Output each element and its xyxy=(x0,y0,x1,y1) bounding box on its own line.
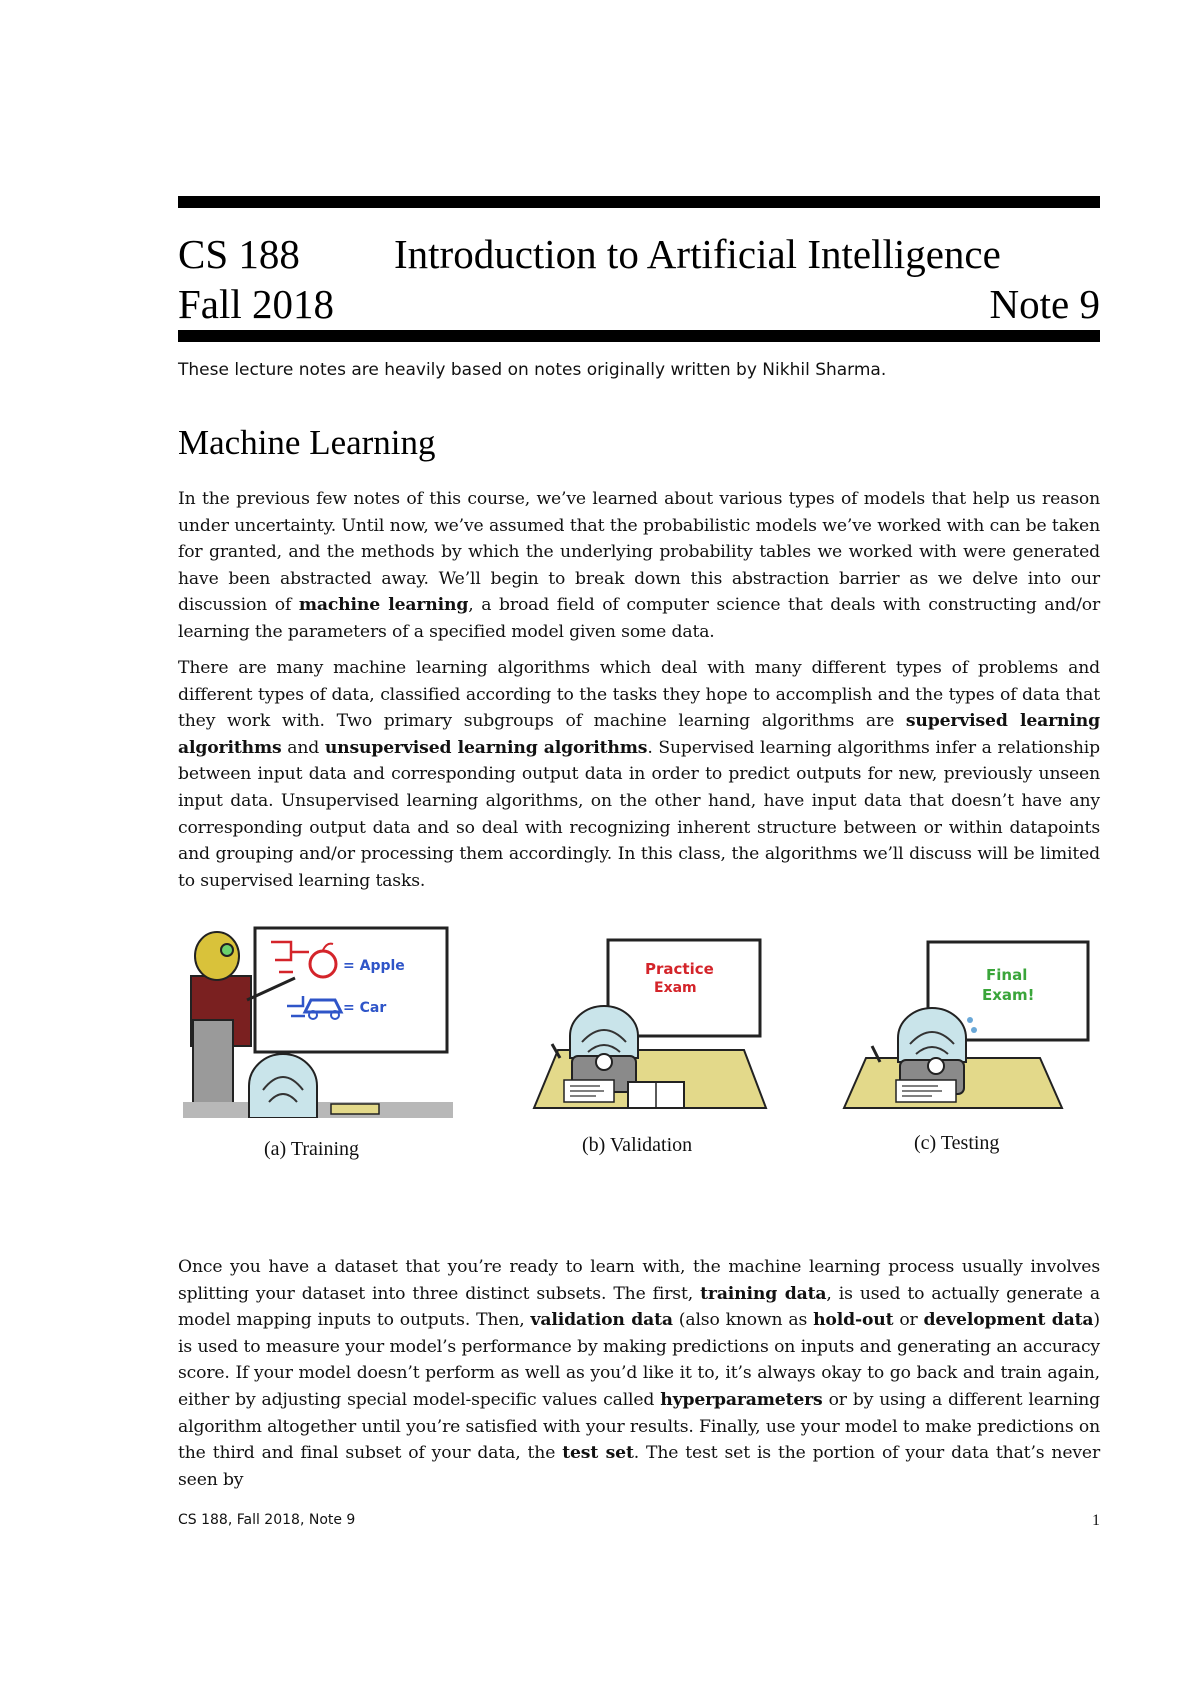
text-run: or by using a different learning algorithm altogether until you’re satisfied with your results. Finally, use your model to make predictions on the third and final subset of your data, the xyxy=(178,1389,1100,1464)
term-training-data: training data xyxy=(700,1283,827,1304)
label-exam: Exam xyxy=(654,980,697,996)
teacher-robot-eye xyxy=(221,944,233,956)
text-run: There are many machine learning algorithms which deal with many different types of problems and different types of data, classified according to the tasks they hope to accomplish and the types of data that they work with. Two primary subgroups of machine learning algorithms are xyxy=(178,658,1100,732)
section-title: Machine Learning xyxy=(178,423,436,462)
figure-training xyxy=(183,920,453,1118)
label-final-exam: Exam! xyxy=(982,986,1035,1004)
student-robot-dome xyxy=(570,1006,638,1058)
term-validation-data: validation data xyxy=(530,1310,673,1331)
student-robot-dome xyxy=(249,1054,317,1118)
note-number: Note 9 xyxy=(989,281,1100,327)
figure-validation xyxy=(530,938,770,1114)
text-run: and xyxy=(281,737,325,758)
header-rule-bottom xyxy=(178,330,1100,342)
term-development-data: development data xyxy=(923,1310,1094,1331)
caption-training: (a) Training xyxy=(264,1138,359,1160)
caption-testing: (c) Testing xyxy=(914,1132,1000,1154)
text-run: In the previous few notes of this course, we’ve learned about various types of models that help us reason under uncertainty. Until now, we’ve assumed that the probabilistic models we’ve worked with can be taken for granted, and the methods by which the underlying probability tables we worked with were generated have been abstracted away. We’ll begin to break down this abstraction barrier as we delve into our discussion of xyxy=(178,489,1100,616)
sweat-drop xyxy=(971,1027,977,1033)
course-code: CS 188 xyxy=(178,231,300,277)
student-robot-eye xyxy=(928,1058,944,1074)
label-car: = Car xyxy=(343,1000,387,1016)
credit-line: These lecture notes are heavily based on notes originally written by Nikhil Sharma. xyxy=(178,360,887,380)
student-desk xyxy=(331,1104,379,1114)
text-run: . The test set is the portion of your data that’s never seen by xyxy=(178,1443,1101,1490)
student-robot-eye xyxy=(596,1054,612,1070)
whiteboard xyxy=(255,928,447,1052)
term-hyperparameters: hyperparameters xyxy=(660,1389,823,1410)
page-number: 1 xyxy=(1092,1512,1100,1529)
paragraph-intro xyxy=(178,486,1100,646)
course-term: Fall 2018 xyxy=(178,281,335,327)
text-run: (also known as xyxy=(672,1310,814,1331)
teacher-robot-head xyxy=(195,932,239,980)
text-run: Once you have a dataset that you’re ready to learn with, the machine learning process usually involves splitting your dataset into three distinct subsets. The first, xyxy=(178,1257,1100,1304)
header-rule-top xyxy=(178,196,1100,208)
label-final: Final xyxy=(986,966,1028,984)
figure-testing xyxy=(840,940,1090,1116)
term-unsupervised: unsupervised learning algorithms xyxy=(324,737,648,758)
footer-label: CS 188, Fall 2018, Note 9 xyxy=(178,1512,356,1528)
text-run: , a broad field of computer science that deals with constructing and/or learning the parameters of a specified model given some data. xyxy=(178,595,1101,642)
term-test-set: test set xyxy=(562,1443,634,1464)
label-practice: Practice xyxy=(645,960,714,978)
testing-illustration xyxy=(840,940,1090,1116)
term-machine-learning: machine learning xyxy=(298,595,469,616)
term-supervised: supervised learning algorithms xyxy=(178,711,1100,758)
validation-illustration xyxy=(530,938,770,1114)
sweat-drop xyxy=(967,1017,973,1023)
text-run: . Supervised learning algorithms infer a relationship between input data and corresponding output data in order to predict outputs for new, previously unseen input data. Unsupervised learning algorithms, on the other hand, have input data that doesn’t have any corresponding output data and so deal with recognizing inherent structure between or within datapoints and grouping and/or processing them accordingly. In this class, the algorithms we’ll discuss will be limited to supervised learning tasks. xyxy=(178,737,1100,891)
text-run: , is used to actually generate a model mapping inputs to outputs. Then, xyxy=(178,1283,1100,1331)
text-run: ) is used to measure your model’s performance by making predictions on inputs and generating an accuracy score. If your model doesn’t perform as well as you’d like it to, it’s always okay to go back and train again, either by adjusting special model-specific values called xyxy=(178,1310,1100,1410)
term-hold-out: hold-out xyxy=(813,1310,894,1331)
caption-validation: (b) Validation xyxy=(582,1134,693,1156)
paragraph-algorithms xyxy=(178,655,1100,894)
text-run: or xyxy=(893,1310,924,1331)
label-apple: = Apple xyxy=(343,958,405,974)
student-robot-dome xyxy=(898,1008,966,1062)
course-title: Introduction to Artificial Intelligence xyxy=(394,231,1001,277)
paragraph-dataset-split xyxy=(178,1254,1100,1493)
training-illustration xyxy=(183,920,453,1118)
